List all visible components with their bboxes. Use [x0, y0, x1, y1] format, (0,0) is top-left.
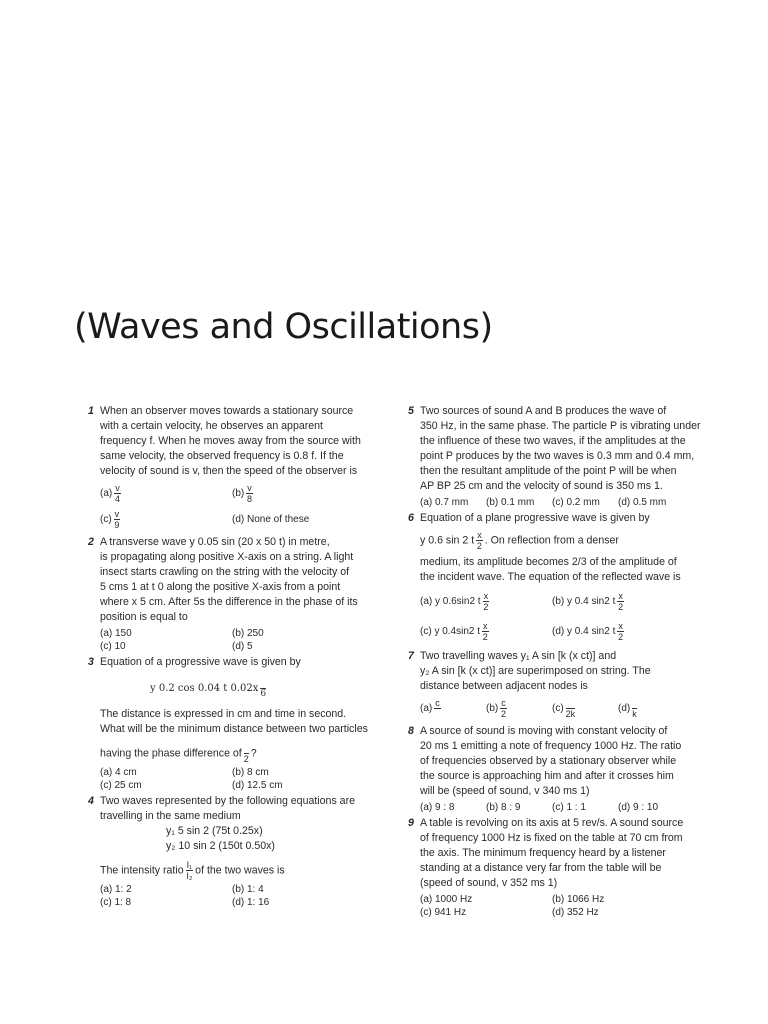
option-a: (a) y 0.6sin2 t $\frac{x}{2}$ [420, 590, 489, 612]
question-text: When an observer moves towards a stationary source [100, 405, 354, 417]
question-number: 9 [408, 817, 414, 829]
option-c: (c) $\frac{v}{9}$ [100, 508, 120, 530]
option-a: (a) $\frac{v}{4}$ [100, 482, 120, 504]
option-c: (c) 25 cm [100, 780, 142, 791]
options [100, 481, 378, 533]
option-a: (a) 150 [100, 628, 132, 639]
option-b: (b) 8 cm [232, 767, 269, 778]
question-text: y₂ A sin [k (x ct)] are superimposed on string. The [420, 665, 651, 677]
options [420, 496, 704, 509]
option-d: (d) k [618, 696, 684, 722]
question-number: 3 [88, 656, 94, 668]
option-d: (d) 5 [232, 641, 253, 652]
question-text: same velocity, the observed frequency is 0.8 f. If the [100, 450, 344, 462]
equation: y 0.6 sin 2 t $\frac{x}{2}$ . On reflection from a denser [420, 530, 619, 551]
question-8 [408, 724, 704, 814]
option-b: (b) 1: 4 [232, 884, 264, 895]
question-number: 5 [408, 405, 414, 417]
option-b: (b) $\frac{v}{8}$ [232, 482, 252, 504]
option-c: (c) 1 : 1 [552, 802, 586, 813]
question-text: AP BP 25 cm and the velocity of sound is 350 ms 1. [420, 480, 663, 492]
option-d: (d) 12.5 cm [232, 780, 283, 791]
question-5 [408, 404, 704, 509]
option-c: (c) y 0.4sin2 t $\frac{x}{2}$ [420, 620, 488, 642]
question-text: 5 cms 1 at t 0 along the positive X-axis from a point [100, 581, 341, 593]
question-text: 350 Hz, in the same phase. The particle P is vibrating under [420, 420, 701, 432]
question-number: 4 [88, 795, 94, 807]
question-6 [408, 511, 704, 647]
question-text: standing at a distance very far from the table will be [420, 862, 662, 874]
options [420, 696, 704, 722]
question-text: A source of sound is moving with constant velocity of [420, 725, 668, 737]
option-d: (d) 1: 16 [232, 897, 270, 908]
option-c: (c) 1: 8 [100, 897, 132, 908]
question-number: 7 [408, 650, 414, 662]
question-text: the axis. The minimum frequency heard by a listener [420, 847, 666, 859]
option-a: (a) 1000 Hz [420, 894, 473, 905]
question-text: point P produces by the two waves is 0.3 mm and 0.4 mm, [420, 450, 695, 462]
question-text: where x 5 cm. After 5s the difference in the phase of its [100, 596, 358, 608]
option-a: (a) 1: 2 [100, 884, 132, 895]
question-number: 2 [88, 536, 94, 548]
equation: y₁ 5 sin 2 (75t 0.25x) [166, 825, 263, 837]
question-3 [88, 655, 378, 792]
question-text: having the phase difference of 2 ? [100, 743, 378, 764]
question-text: is propagating along positive X-axis on a string. A light [100, 551, 354, 563]
option-a: (a) 0.7 mm [420, 497, 469, 508]
question-text: Equation of a plane progressive wave is given by [420, 512, 650, 524]
option-d: (d) None of these [232, 514, 310, 525]
option-b: (b) 0.1 mm [486, 497, 535, 508]
option-d: (d) 9 : 10 [618, 802, 659, 813]
question-text: Two travelling waves y₁ A sin [k (x ct)] and [420, 650, 617, 662]
question-text: frequency f. When he moves away from the source with [100, 435, 361, 447]
question-number: 6 [408, 512, 414, 524]
options [420, 893, 704, 919]
option-b: (b) 8 : 9 [486, 802, 521, 813]
question-text: velocity of sound is v, then the speed of the observer is [100, 465, 358, 477]
question-text: Two sources of sound A and B produces the wave of [420, 405, 667, 417]
option-b: (b) y 0.4 sin2 t $\frac{x}{2}$ [552, 590, 624, 612]
option-c: (c) 0.2 mm [552, 497, 600, 508]
option-b: (b) 1066 Hz [552, 894, 605, 905]
question-text: (speed of sound, v 352 ms 1) [420, 877, 558, 889]
option-d: (d) 352 Hz [552, 907, 599, 918]
options [420, 801, 704, 814]
question-text: 20 ms 1 emitting a note of frequency 1000 Hz. The ratio [420, 740, 682, 752]
option-c: (c) 2k [552, 696, 618, 722]
page-title: (Waves and Oscillations) [74, 307, 493, 347]
question-1 [88, 404, 378, 533]
question-text: medium, its amplitude becomes 2/3 of the amplitude of [420, 556, 677, 568]
option-d: (d) 0.5 mm [618, 497, 667, 508]
question-text: the influence of these two waves, if the amplitudes at the [420, 435, 686, 447]
question-7 [408, 649, 704, 722]
question-text: insect starts crawling on the string with the velocity of [100, 566, 350, 578]
question-text: A table is revolving on its axis at 5 rev/s. A sound source [420, 817, 684, 829]
question-text: What will be the minimum distance between two particles [100, 723, 368, 735]
right-column [408, 404, 704, 921]
question-text: of frequency 1000 Hz is fixed on the table at 70 cm from [420, 832, 683, 844]
question-text: The distance is expressed in cm and time in second. [100, 708, 347, 720]
question-text: of frequencies observed by a stationary observer while [420, 755, 677, 767]
options [100, 766, 378, 792]
question-text: the source is approaching him and after it crosses him [420, 770, 674, 782]
option-c: (c) 941 Hz [420, 907, 467, 918]
question-text: Two waves represented by the following equations are [100, 795, 355, 807]
option-c: (c) 10 [100, 641, 126, 652]
question-text: with a certain velocity, he observes an apparent [100, 420, 323, 432]
left-column [88, 404, 378, 911]
option-b: (b) $\frac{c}{2}$ [486, 697, 506, 719]
equation: y 0.2 cos 0.04 t 0.02x 6 [100, 678, 378, 699]
option-a: (a) c [420, 697, 440, 714]
question-text: then the resultant amplitude of the point P will be when [420, 465, 677, 477]
question-2 [88, 535, 378, 653]
question-text: distance between adjacent nodes is [420, 680, 588, 692]
question-text: will be (speed of sound, v 340 ms 1) [420, 785, 590, 797]
options [420, 587, 704, 647]
question-text: travelling in the same medium [100, 810, 241, 822]
equation: y₂ 10 sin 2 (150t 0.50x) [166, 840, 275, 852]
options [100, 627, 378, 653]
question-number: 1 [88, 405, 94, 417]
option-a: (a) 4 cm [100, 767, 137, 778]
question-text: the incident wave. The equation of the reflected wave is [420, 571, 681, 583]
question-4 [88, 794, 378, 909]
question-text: Equation of a progressive wave is given by [100, 656, 301, 668]
question-text: position is equal to [100, 611, 188, 623]
question-number: 8 [408, 725, 414, 737]
option-b: (b) 250 [232, 628, 264, 639]
question-9 [408, 816, 704, 919]
question-text: The intensity ratio $\frac{\text{I₁}}{\text{I₂}}$ of the two waves is [100, 860, 285, 881]
option-a: (a) 9 : 8 [420, 802, 455, 813]
question-text: A transverse wave y 0.05 sin (20 x 50 t) in metre, [100, 536, 330, 548]
option-d: (d) y 0.4 sin2 t $\frac{x}{2}$ [552, 620, 624, 642]
options [100, 883, 378, 909]
